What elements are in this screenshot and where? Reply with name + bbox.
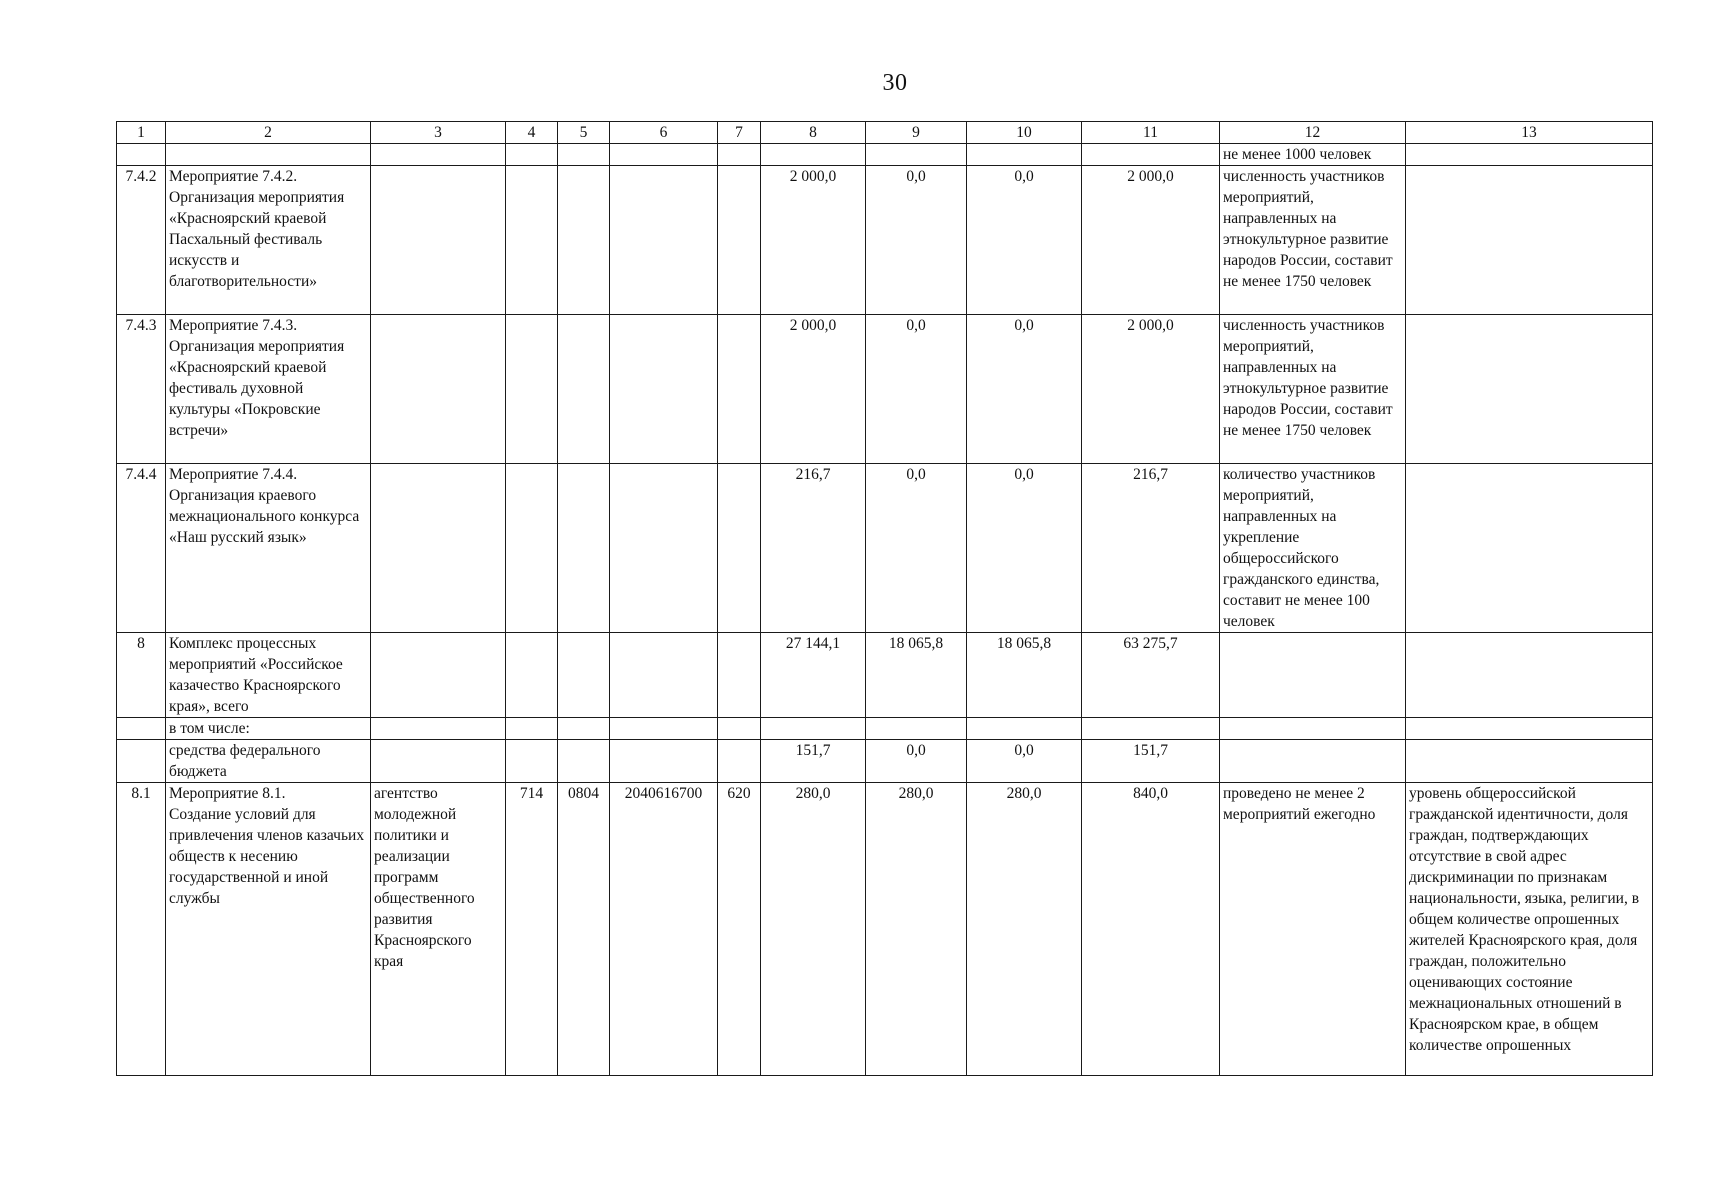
cell-target-article xyxy=(610,166,718,315)
cell-number: 7.4.4 xyxy=(117,464,166,633)
cell-target-article xyxy=(610,718,718,740)
cell-expected-result xyxy=(1220,740,1406,783)
cell-executor xyxy=(371,464,506,633)
cell-amount-col8: 2 000,0 xyxy=(761,166,866,315)
cell-name: в том числе: xyxy=(166,718,371,740)
cell-amount-total xyxy=(1082,718,1220,740)
cell-number xyxy=(117,144,166,166)
cell-amount-col8: 2 000,0 xyxy=(761,315,866,464)
cell-target-article xyxy=(610,315,718,464)
cell-grbs xyxy=(506,633,558,718)
cell-amount-col8: 151,7 xyxy=(761,740,866,783)
cell-section xyxy=(558,166,610,315)
cell-amount-total: 151,7 xyxy=(1082,740,1220,783)
cell-indicator xyxy=(1406,740,1653,783)
cell-amount-total xyxy=(1082,144,1220,166)
cell-expected-result: численность участников мероприятий, направленных на этнокультурное развитие народов России, составит не менее 1750 человек xyxy=(1220,166,1406,315)
column-header: 13 xyxy=(1406,122,1653,144)
cell-section: 0804 xyxy=(558,783,610,1076)
cell-name: средства федерального бюджета xyxy=(166,740,371,783)
cell-executor xyxy=(371,166,506,315)
cell-grbs xyxy=(506,144,558,166)
cell-amount-col10: 0,0 xyxy=(967,166,1082,315)
cell-number: 7.4.3 xyxy=(117,315,166,464)
cell-executor xyxy=(371,740,506,783)
cell-grbs xyxy=(506,740,558,783)
table-row-7-4-3 xyxy=(117,315,1653,464)
cell-amount-col10 xyxy=(967,718,1082,740)
cell-amount-col9: 0,0 xyxy=(866,166,967,315)
cell-section xyxy=(558,718,610,740)
cell-section xyxy=(558,144,610,166)
cell-expense-type xyxy=(718,464,761,633)
cell-expense-type: 620 xyxy=(718,783,761,1076)
cell-expense-type xyxy=(718,166,761,315)
cell-amount-col9: 0,0 xyxy=(866,740,967,783)
column-header: 7 xyxy=(718,122,761,144)
cell-executor xyxy=(371,315,506,464)
cell-expected-result: проведено не менее 2 мероприятий ежегодно xyxy=(1220,783,1406,1076)
cell-expected-result: количество участников мероприятий, направленных на укрепление общероссийского гражданского единства, составит не менее 100 человек xyxy=(1220,464,1406,633)
cell-section xyxy=(558,464,610,633)
cell-amount-total: 2 000,0 xyxy=(1082,166,1220,315)
column-header: 5 xyxy=(558,122,610,144)
cell-number: 8.1 xyxy=(117,783,166,1076)
cell-indicator xyxy=(1406,315,1653,464)
cell-target-article xyxy=(610,144,718,166)
cell-grbs xyxy=(506,464,558,633)
column-header: 9 xyxy=(866,122,967,144)
table-header-row xyxy=(117,122,1653,144)
cell-target-article: 2040616700 xyxy=(610,783,718,1076)
cell-expense-type xyxy=(718,633,761,718)
cell-number: 8 xyxy=(117,633,166,718)
cell-expense-type xyxy=(718,315,761,464)
cell-target-article xyxy=(610,464,718,633)
cell-section xyxy=(558,315,610,464)
cell-target-article xyxy=(610,740,718,783)
cell-amount-col9: 0,0 xyxy=(866,464,967,633)
cell-indicator xyxy=(1406,464,1653,633)
cell-amount-col9 xyxy=(866,144,967,166)
cell-amount-total: 840,0 xyxy=(1082,783,1220,1076)
cell-executor: агентство молодежной политики и реализации программ общественного развития Красноярского края xyxy=(371,783,506,1076)
cell-amount-col9: 0,0 xyxy=(866,315,967,464)
cell-amount-col8: 280,0 xyxy=(761,783,866,1076)
cell-executor xyxy=(371,144,506,166)
cell-executor xyxy=(371,633,506,718)
cell-indicator xyxy=(1406,633,1653,718)
cell-amount-col10: 0,0 xyxy=(967,315,1082,464)
cell-indicator xyxy=(1406,144,1653,166)
cell-name: Мероприятие 7.4.2. Организация мероприятия «Красноярский краевой Пасхальный фестиваль искусств и благотворительности» xyxy=(166,166,371,315)
cell-executor xyxy=(371,718,506,740)
cell-grbs xyxy=(506,315,558,464)
cell-name: Комплекс процессных мероприятий «Российское казачество Красноярского края», всего xyxy=(166,633,371,718)
cell-section xyxy=(558,633,610,718)
cell-expected-result: численность участников мероприятий, направленных на этнокультурное развитие народов России, составит не менее 1750 человек xyxy=(1220,315,1406,464)
column-header: 4 xyxy=(506,122,558,144)
cell-grbs xyxy=(506,166,558,315)
cell-amount-col8: 27 144,1 xyxy=(761,633,866,718)
table-row-including xyxy=(117,718,1653,740)
cell-amount-col10 xyxy=(967,144,1082,166)
column-header: 2 xyxy=(166,122,371,144)
table-row-8-1 xyxy=(117,783,1653,1076)
cell-section xyxy=(558,740,610,783)
table-row-continuation xyxy=(117,144,1653,166)
cell-indicator xyxy=(1406,718,1653,740)
column-header: 6 xyxy=(610,122,718,144)
table-row-7-4-4 xyxy=(117,464,1653,633)
cell-expected-result: не менее 1000 человек xyxy=(1220,144,1406,166)
cell-number xyxy=(117,740,166,783)
table-row-federal-budget xyxy=(117,740,1653,783)
cell-amount-col10: 0,0 xyxy=(967,740,1082,783)
cell-indicator: уровень общероссийской гражданской идентичности, доля граждан, подтверждающих отсутствие в свой адрес дискриминации по признакам национальности, языка, религии, в общем количестве опрошенных жителей Красноярского края, доля граждан, положительно оценивающих состояние межнациональных отношений в Красноярском крае, в общем количестве опрошенных xyxy=(1406,783,1653,1076)
cell-expected-result xyxy=(1220,718,1406,740)
cell-amount-total: 63 275,7 xyxy=(1082,633,1220,718)
cell-amount-col8 xyxy=(761,144,866,166)
cell-amount-col10: 0,0 xyxy=(967,464,1082,633)
column-header: 11 xyxy=(1082,122,1220,144)
cell-number: 7.4.2 xyxy=(117,166,166,315)
cell-amount-col9: 18 065,8 xyxy=(866,633,967,718)
table-row-8 xyxy=(117,633,1653,718)
column-header: 10 xyxy=(967,122,1082,144)
cell-amount-col9 xyxy=(866,718,967,740)
column-header: 3 xyxy=(371,122,506,144)
cell-expected-result xyxy=(1220,633,1406,718)
cell-expense-type xyxy=(718,144,761,166)
cell-amount-col9: 280,0 xyxy=(866,783,967,1076)
cell-name: Мероприятие 7.4.4. Организация краевого межнационального конкурса «Наш русский язык» xyxy=(166,464,371,633)
cell-target-article xyxy=(610,633,718,718)
column-header: 1 xyxy=(117,122,166,144)
cell-grbs xyxy=(506,718,558,740)
cell-name: Мероприятие 8.1. Создание условий для привлечения членов казачьих обществ к несению государственной и иной службы xyxy=(166,783,371,1076)
cell-amount-col10: 280,0 xyxy=(967,783,1082,1076)
column-header: 8 xyxy=(761,122,866,144)
cell-indicator xyxy=(1406,166,1653,315)
cell-expense-type xyxy=(718,740,761,783)
program-table xyxy=(116,121,1653,1076)
page-number: 30 xyxy=(882,70,908,96)
cell-amount-col10: 18 065,8 xyxy=(967,633,1082,718)
cell-amount-col8: 216,7 xyxy=(761,464,866,633)
cell-name: Мероприятие 7.4.3. Организация мероприятия «Красноярский краевой фестиваль духовной культуры «Покровские встречи» xyxy=(166,315,371,464)
cell-amount-total: 2 000,0 xyxy=(1082,315,1220,464)
cell-grbs: 714 xyxy=(506,783,558,1076)
cell-amount-col8 xyxy=(761,718,866,740)
cell-expense-type xyxy=(718,718,761,740)
cell-amount-total: 216,7 xyxy=(1082,464,1220,633)
cell-name xyxy=(166,144,371,166)
cell-number xyxy=(117,718,166,740)
column-header: 12 xyxy=(1220,122,1406,144)
table-row-7-4-2 xyxy=(117,166,1653,315)
